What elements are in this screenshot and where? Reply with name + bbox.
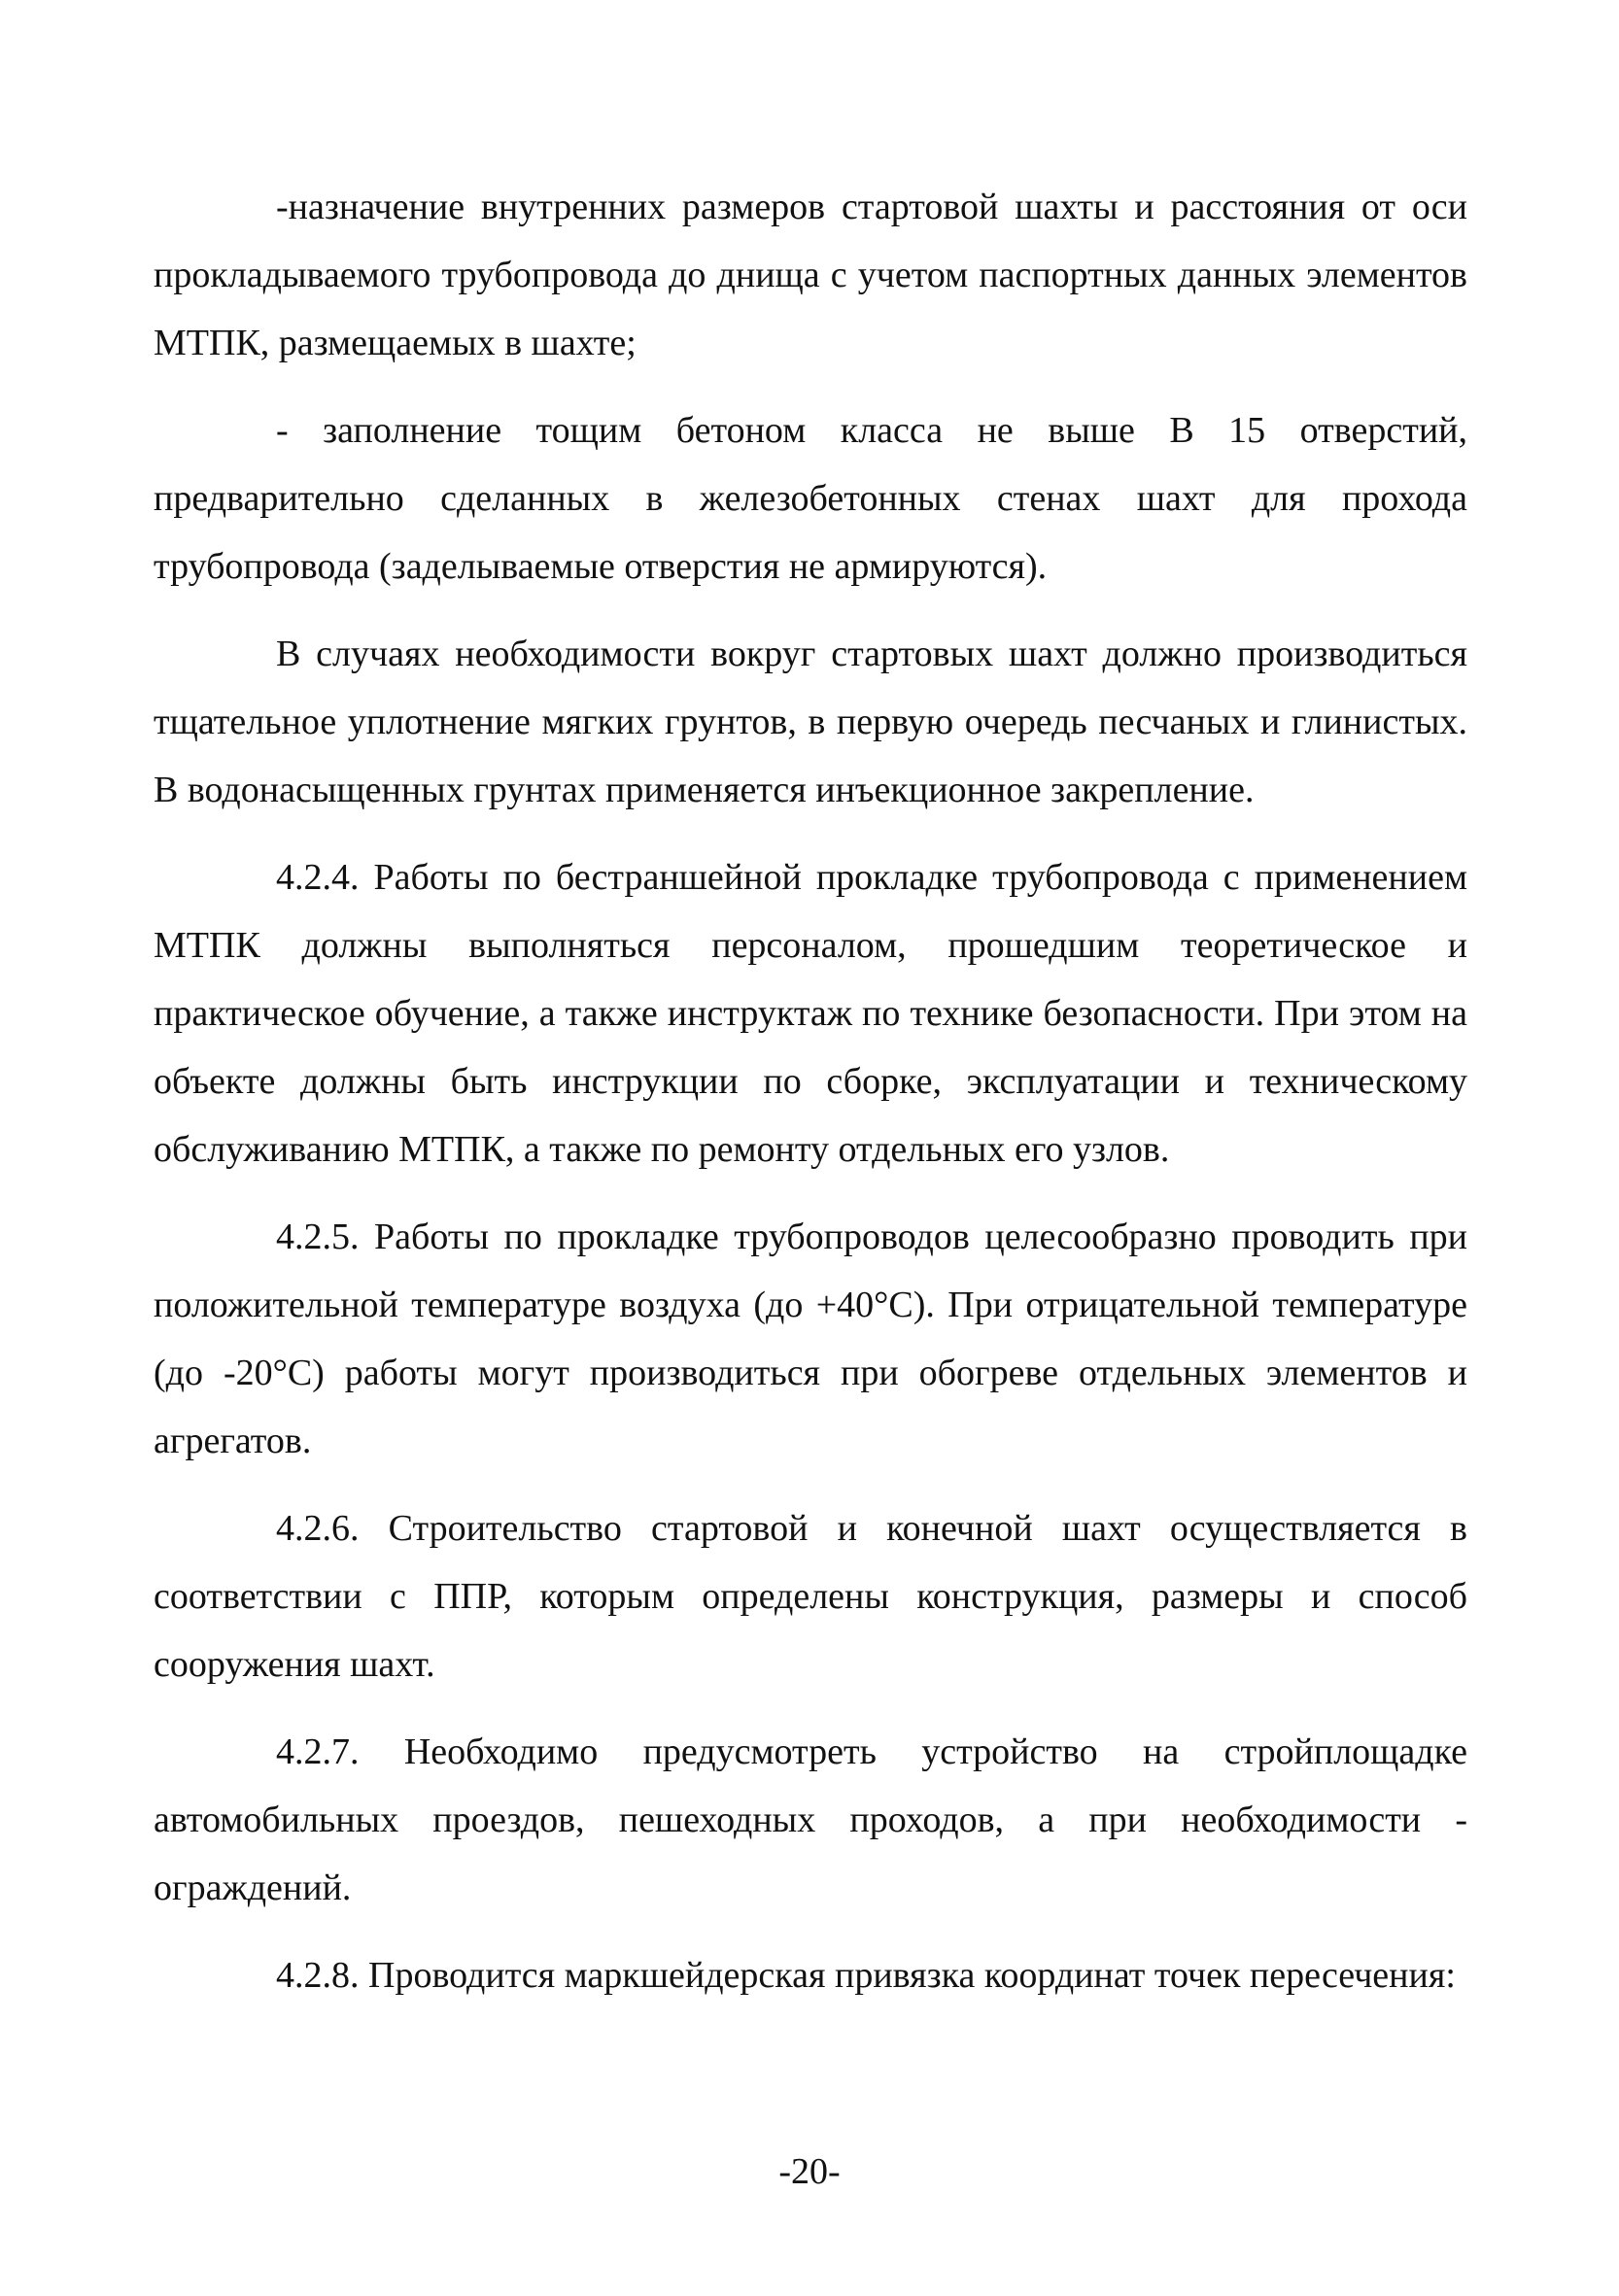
paragraph-shaft-dimensions: -назначение внутренних размеров стартовой шахты и расстояния от оси прокладываемого трубопровода до днища с учетом паспортных данных элементов МТПК, размещаемых в шахте; [154,187,1467,363]
paragraph-soil-compaction: В случаях необходимости вокруг стартовых шахт должно производиться тщательное уплотнение мягких грунтов, в первую очередь песчаных и глинистых. В водонасыщенных грунтах применяется инъекционное закрепление. [154,634,1467,810]
paragraph-concrete-fill: - заполнение тощим бетоном класса не выше В 15 отверстий, предварительно сделанных в железобетонных стенах шахт для прохода трубопровода (заделываемые отверстия не армируются). [154,410,1467,587]
paragraph-4-2-5: 4.2.5. Работы по прокладке трубопроводов целесообразно проводить при положительной температуре воздуха (до +40°С). При отрицательной температуре (до -20°С) работы могут производиться при обогреве отдельных элементов и агрегатов. [154,1217,1467,1461]
body-text [154,173,1467,2009]
page-number: -20- [778,2151,841,2192]
paragraph-4-2-6: 4.2.6. Строительство стартовой и конечной шахт осуществляется в соответствии с ППР, которым определены конструкция, размеры и способ сооружения шахт. [154,1508,1467,1685]
paragraph-4-2-7: 4.2.7. Необходимо предусмотреть устройство на стройплощадке автомобильных проездов, пешеходных проходов, а при необходимости - ограждений. [154,1731,1467,1908]
paragraph-4-2-4: 4.2.4. Работы по бестраншейной прокладке трубопровода с применением МТПК должны выполняться персоналом, прошедшим теоретическое и практическое обучение, а также инструктаж по технике безопасности. При этом на объекте должны быть инструкции по сборке, эксплуатации и техническому обслуживанию МТПК, а также по ремонту отдельных его узлов. [154,857,1467,1170]
paragraph-4-2-8: 4.2.8. Проводится маркшейдерская привязка координат точек пересечения: [276,1955,1456,1996]
